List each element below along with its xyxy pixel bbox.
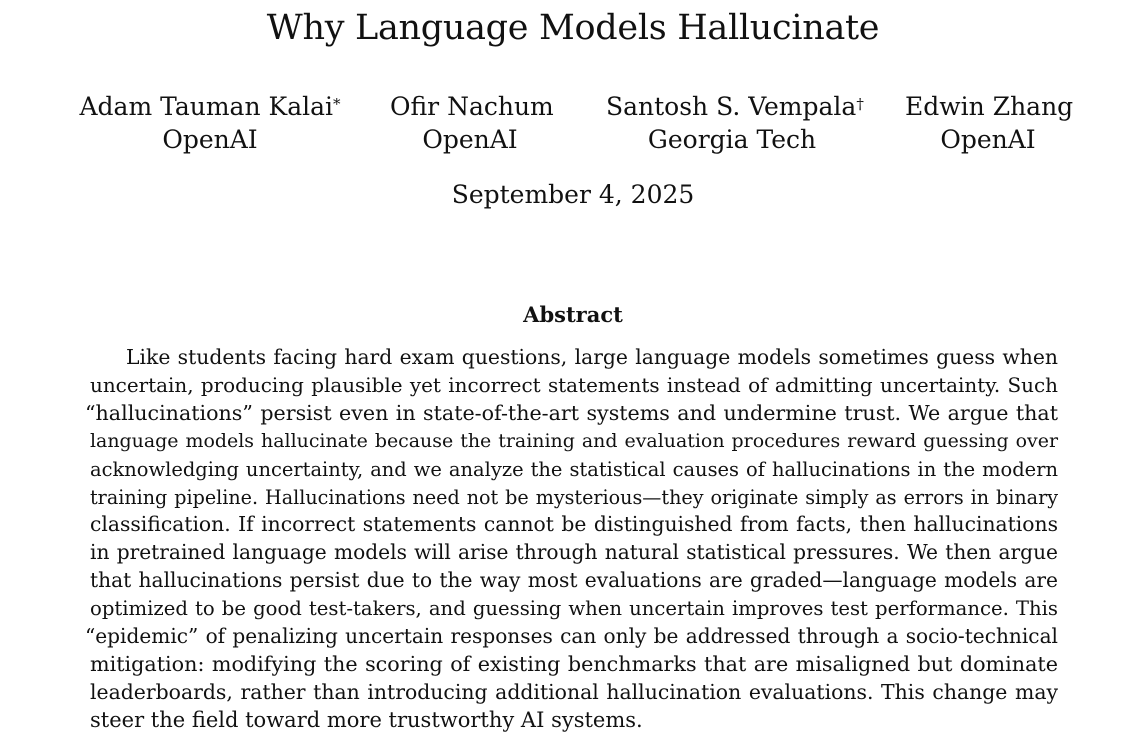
abstract-line: optimized to be good test-takers, and guessing when uncertain improves test performance. This (90, 597, 1058, 621)
author-affiliation: OpenAI (162, 125, 258, 154)
footnote-mark: † (856, 95, 864, 113)
author-nachum (390, 90, 554, 156)
abstract-heading: Abstract (523, 302, 623, 327)
abstract-line: “epidemic” of penalizing uncertain responses can only be addressed through a socio-technical (85, 624, 1058, 649)
author-block (0, 90, 1146, 160)
author-name: Adam Tauman Kalai* (79, 92, 341, 121)
abstract-body (85, 344, 1058, 735)
abstract-line: leaderboards, rather than introducing additional hallucination evaluations. This change may (90, 679, 1058, 704)
abstract-line: Like students facing hard exam questions, large language models sometimes guess when (126, 345, 1058, 369)
abstract-line: mitigation: modifying the scoring of existing benchmarks that are misaligned but dominate (90, 651, 1058, 676)
publication-date: September 4, 2025 (451, 180, 695, 209)
author-name: Edwin Zhang (905, 92, 1074, 121)
abstract-line: “hallucinations” persist even in state-of-the-art systems and undermine trust. We argue that (85, 400, 1058, 425)
footnote-mark: * (333, 95, 341, 113)
paper-title: Why Language Models Hallucinate (266, 8, 880, 48)
abstract-line: that hallucinations persist due to the way most evaluations are graded—language models are (90, 568, 1058, 593)
abstract-line: training pipeline. Hallucinations need not be mysterious—they originate simply as errors in binary (90, 485, 1058, 509)
author-vempala (606, 90, 864, 156)
author-affiliation: OpenAI (422, 125, 518, 154)
abstract-line: classification. If incorrect statements cannot be distinguished from facts, then hallucinations (90, 512, 1058, 537)
abstract-line: acknowledging uncertainty, and we analyze the statistical causes of hallucinations in the modern (90, 457, 1058, 481)
author-affiliation: OpenAI (940, 125, 1036, 154)
author-name: Ofir Nachum (390, 92, 554, 121)
abstract-line: steer the field toward more trustworthy AI systems. (90, 707, 643, 732)
author-affiliation: Georgia Tech (647, 125, 817, 154)
author-zhang (905, 90, 1074, 156)
abstract-line: uncertain, producing plausible yet incorrect statements instead of admitting uncertainty. Such (90, 373, 1058, 397)
abstract-line: in pretrained language models will arise through natural statistical pressures. We then argue (90, 540, 1058, 565)
author-kalai (79, 90, 341, 156)
abstract-line: language models hallucinate because the training and evaluation procedures reward guessing over (90, 429, 1058, 452)
author-name: Santosh S. Vempala† (606, 92, 864, 121)
